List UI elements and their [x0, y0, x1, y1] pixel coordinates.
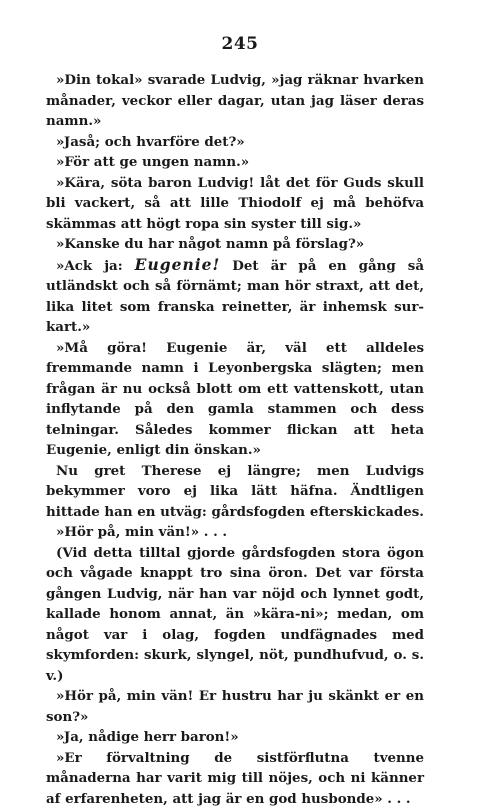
paragraph: [46, 255, 424, 338]
paragraph: »Jaså; och hvarföre det?»: [46, 132, 424, 153]
paragraph-text-before: »Ack ja:: [56, 258, 135, 274]
paragraph: »Ja, nådige herr baron!»: [46, 727, 424, 748]
emphasized-name: Eugenie!: [135, 255, 221, 274]
body-text: [46, 70, 424, 809]
paragraph: »Din tokal» svarade Ludvig, »jag räknar hvarken månader, veckor eller dagar, utan jag läser deras namn.»: [46, 70, 424, 132]
paragraph: »Kära, söta baron Ludvig! låt det för Guds skull bli vackert, så att lille Thiodolf ej må behöfva skämmas att högt ropa sin syster till sig.»: [46, 173, 424, 235]
paragraph: »För att ge ungen namn.»: [46, 152, 424, 173]
paragraph: »Hör på, min vän!» . . .: [46, 522, 424, 543]
paragraph: »Må göra! Eugenie är, väl ett alldeles fremmande namn i Leyonbergska slägten; men frågan är nu också blott om ett vattenskott, utan inflytande på den gamla stammen och dess telningar. Således kommer flickan att heta Eugenie, enligt din önskan.»: [46, 338, 424, 461]
paragraph-text-after: Det är på en gång så utländskt och så förnämt; man hör straxt, att det, lika litet som franska reinetter, är inhemsk sur-kart.»: [46, 258, 424, 336]
paragraph: »Er förvaltning de sistförflutna tvenne månaderna har varit mig till nöjes, och ni känner af erfarenheten, att jag är en god husbonde» . . .: [46, 748, 424, 809]
page-number: 245: [0, 34, 480, 54]
paragraph: Nu gret Therese ej längre; men Ludvigs bekymmer voro ej lika lätt häfna. Ändtligen hittade han en utväg: gårdsfogden efterskickades.: [46, 461, 424, 523]
paragraph: »Hör på, min vän! Er hustru har ju skänkt er en son?»: [46, 686, 424, 727]
paragraph: »Kanske du har något namn på förslag?»: [46, 234, 424, 255]
paragraph: (Vid detta tilltal gjorde gårdsfogden stora ögon och vågade knappt tro sina öron. Det var första gången Ludvig, när han var nöjd och lynnet godt, kallade honom annat, än »kära-ni»; medan, om något var i olag, fogden undfägnades med skymforden: skurk, slyngel, nöt, pundhufvud, o. s. v.): [46, 543, 424, 687]
